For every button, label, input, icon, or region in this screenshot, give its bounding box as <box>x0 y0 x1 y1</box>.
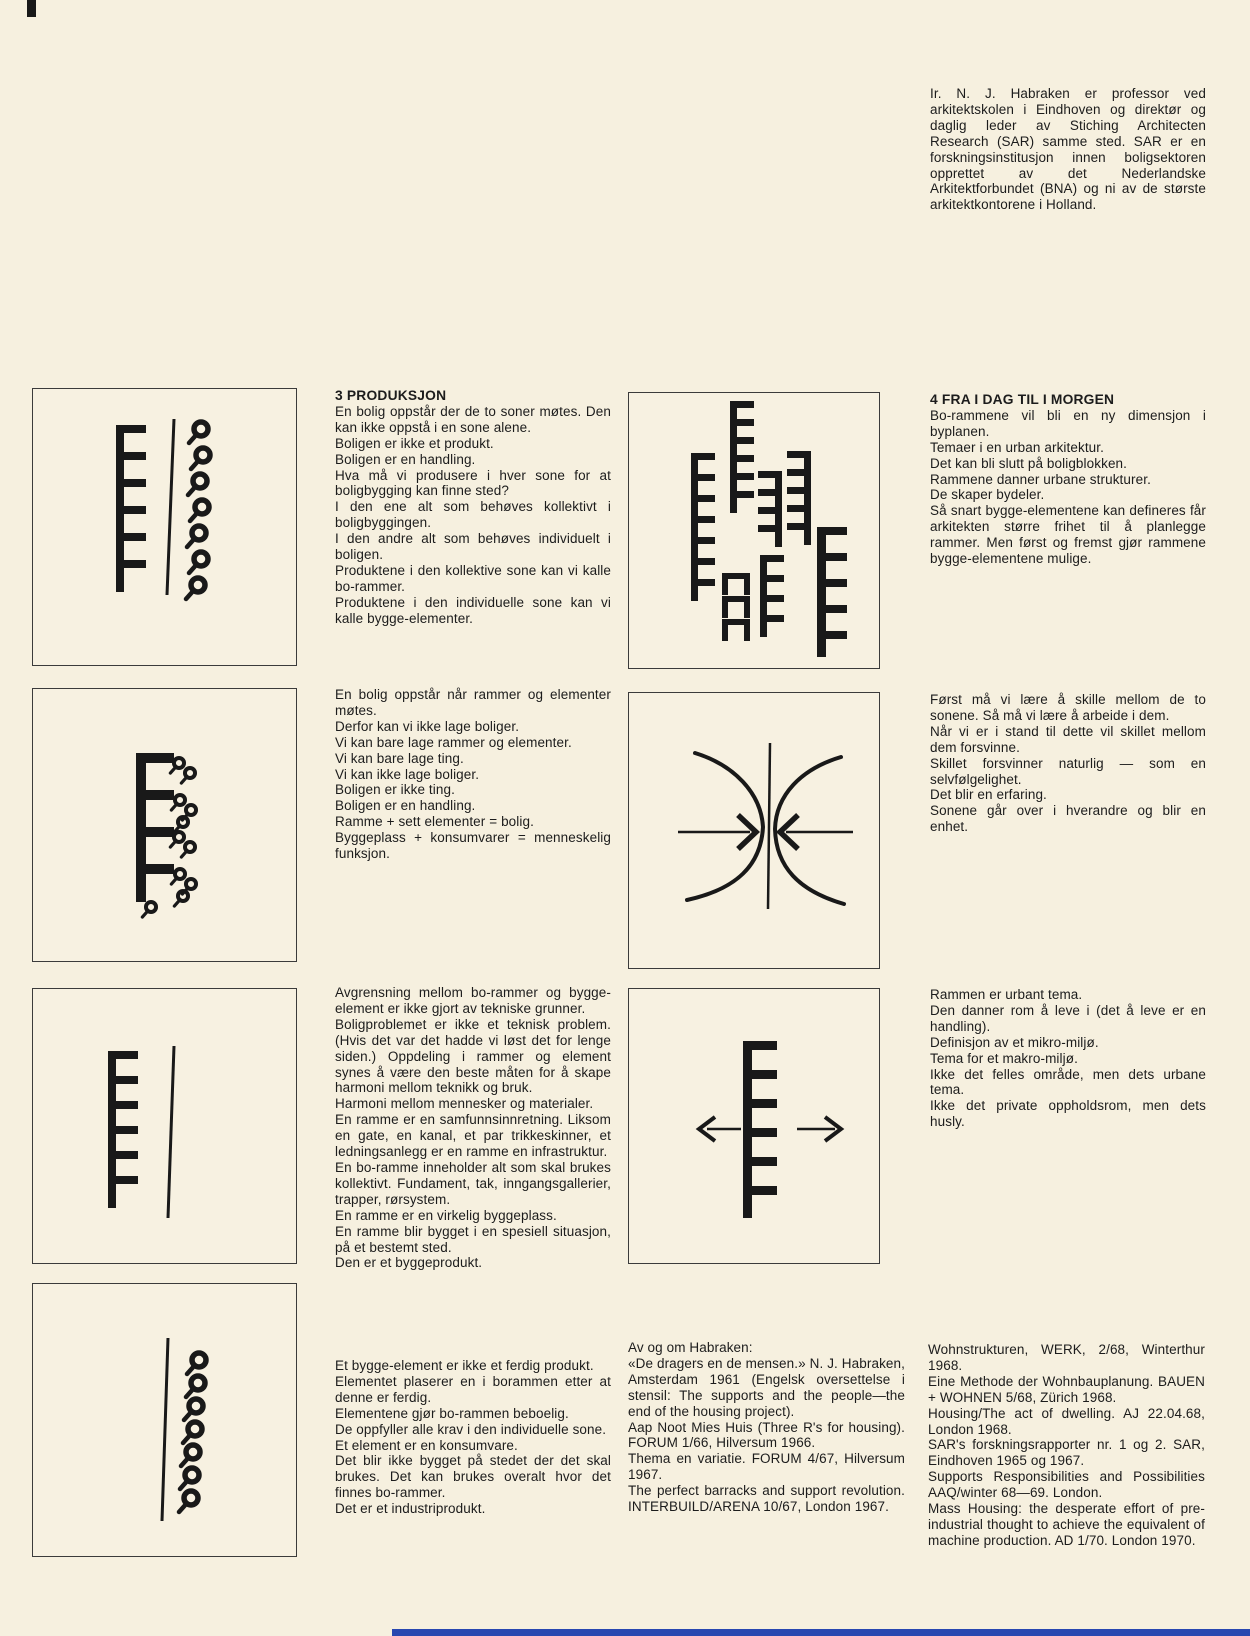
paragraph: En bolig oppstår der de to soner møtes. Den kan ikke oppstå i en sone alene. <box>335 403 611 435</box>
paragraph: Elementet plaserer en i borammen etter at denne er ferdig. <box>335 1373 611 1405</box>
bibliography-item: Aap Noot Mies Huis (Three R's for housing). FORUM 1/66, Hilversum 1966. <box>628 1419 905 1451</box>
paragraph: De skaper bydeler. <box>930 487 1045 503</box>
paragraph: I den andre alt som behøves individuelt i boligen. <box>335 531 611 563</box>
paragraph: Produktene i den kollektive sone kan vi kalle bo-rammer. <box>335 562 611 594</box>
divider-and-elements-figure <box>33 1284 296 1556</box>
paragraph: Skillet forsvinner naturlig — som en selvfølgelighet. <box>930 755 1206 787</box>
bibliography-item: SAR's forskningsrapporter nr. 1 og 2. SAR, Eindhoven 1965 og 1967. <box>928 1437 1205 1469</box>
bibliography-item: Eine Methode der Wohnbauplanung. BAUEN + WOHNEN 5/68, Zürich 1968. <box>928 1373 1205 1405</box>
paragraph: Hva må vi produsere i hver sone for at boligbygging kan finne sted? <box>335 467 611 499</box>
paragraph: En ramme blir bygget i en spesiell situasjon, på et bestemt sted. <box>335 1223 611 1255</box>
paragraph-list <box>335 687 611 862</box>
bibliography-item: The perfect barracks and support revolution. INTERBUILD/ARENA 10/67, London 1967. <box>628 1483 905 1515</box>
figure-box-5 <box>628 392 880 669</box>
bibliography-item: Thema en variatie. FORUM 4/67, Hilversum 1967. <box>628 1451 905 1483</box>
section-3-block-3 <box>335 985 611 1271</box>
frames-with-elements-figure <box>33 689 296 961</box>
paragraph: Rammene danner urbane strukturer. <box>930 471 1151 487</box>
paragraph: Når vi er i stand til dette vil skillet mellom dem forsvinne. <box>930 723 1206 755</box>
paragraph: Derfor kan vi ikke lage boliger. <box>335 718 520 734</box>
section-4-block-2 <box>930 692 1206 835</box>
paragraph: Den er et byggeprodukt. <box>335 1255 483 1271</box>
bibliography-item: «De dragers en de mensen.» N. J. Habraken, Amsterdam 1961 (Engelsk oversettelse i stensil: The supports and the people—the end of the housing project). <box>628 1355 905 1419</box>
figure-box-7 <box>628 988 880 1264</box>
paragraph: Boligen er en handling. <box>335 451 476 467</box>
paragraph-list <box>335 1358 611 1517</box>
intro-paragraph: Ir. N. J. Habraken er professor ved arkitektskolen i Eindhoven og direktør og daglig leder av Stiching Architecten Research (SAR) samme sted. SAR er en forskningsinstitusjon innen boligsektoren opprettet av det Nederlandske Arkitektforbundet (BNA) og ni av de største arkitektkontorene i Holland. <box>930 86 1206 213</box>
intro-block <box>930 86 1206 213</box>
paragraph: Et bygge-element er ikke et ferdig produkt. <box>335 1358 594 1373</box>
bibliography-right-column <box>928 1342 1205 1549</box>
bibliography-left-column <box>628 1340 905 1515</box>
paragraph: Byggeplass + konsumvarer = menneskelig funksjon. <box>335 830 611 862</box>
bibliography-item: Housing/The act of dwelling. AJ 22.04.68, London 1968. <box>928 1405 1205 1437</box>
paragraph: De oppfyller alle krav i den individuelle sone. <box>335 1421 607 1437</box>
paragraph: Ikke det private oppholdsrom, men dets husly. <box>930 1098 1206 1130</box>
paragraph: Avgrensning mellom bo-rammer og bygge-element er ikke gjort av tekniske grunner. <box>335 985 611 1016</box>
section-4-heading: 4 FRA I DAG TIL I MORGEN <box>930 392 1115 407</box>
print-registration-mark <box>27 0 36 17</box>
figure-box-2 <box>32 688 297 962</box>
frames-divider-elements-figure <box>33 389 296 665</box>
paragraph: Så snart bygge-elementene kan defineres får arkitekten større frihet til å planlegge rammer. Men først og fremst gjør rammene bygge-elementene mulige. <box>930 503 1206 567</box>
paragraph: Boligen er ikke ting. <box>335 782 455 798</box>
paragraph: Definisjon av et mikro-miljø. <box>930 1034 1099 1050</box>
paragraph: Tema for et makro-miljø. <box>930 1050 1078 1066</box>
paragraph: Produktene i den individuelle sone kan vi kalle bygge-elementer. <box>335 594 611 626</box>
paragraph-list <box>930 692 1206 835</box>
paragraph: Temaer i en urban arkitektur. <box>930 439 1104 455</box>
frames-and-divider-figure <box>33 989 296 1263</box>
bibliography-item: Supports Responsibilities and Possibilities AAQ/winter 68—69. London. <box>928 1469 1205 1501</box>
paragraph: En bolig oppstår når rammer og elementer møtes. <box>335 687 611 718</box>
paragraph-list <box>335 985 611 1271</box>
paragraph: En ramme er en samfunnsinnretning. Liksom en gate, en kanal, et par trikkeskinner, et ledningsanlegg er en ramme en infrastruktur. <box>335 1112 611 1160</box>
paragraph: Boligproblemet er ikke et teknisk problem. (Hvis det var det hadde vi løst det for lenge siden.) Oppdeling i rammer og element synes å være den beste måten for å skape harmoni mellom teknikk og bruk. <box>335 1016 611 1096</box>
paragraph-list <box>930 987 1206 1130</box>
section-4-block-3 <box>930 987 1206 1130</box>
paragraph: Elementene gjør bo-rammen beboelig. <box>335 1405 569 1421</box>
paragraph: Det blir ikke bygget på stedet der det skal brukes. Det kan brukes overalt hvor det finnes bo-rammer. <box>335 1453 611 1501</box>
paragraph: En ramme er en virkelig byggeplass. <box>335 1207 557 1223</box>
paragraph: Først må vi lære å skille mellom de to sonene. Så må vi lære å arbeide i dem. <box>930 692 1206 723</box>
bibliography-item: Wohnstrukturen, WERK, 2/68, Winterthur 1968. <box>928 1342 1205 1373</box>
bibliography-list <box>928 1342 1205 1549</box>
paragraph: Rammen er urbant tema. <box>930 987 1083 1002</box>
paragraph: Ramme + sett elementer = bolig. <box>335 814 534 830</box>
paragraph: Et element er en konsumvare. <box>335 1437 518 1453</box>
section-3-heading: 3 PRODUKSJON <box>335 388 447 403</box>
bibliography-heading: Av og om Habraken: <box>628 1340 753 1355</box>
zones-converging-arrows-figure <box>629 693 879 968</box>
paragraph: Ikke det felles område, men dets urbane tema. <box>930 1066 1206 1098</box>
section-3-block-2 <box>335 687 611 862</box>
paragraph: Det blir en erfaring. <box>930 787 1047 803</box>
figure-box-3 <box>32 988 297 1264</box>
section-3-block-1 <box>335 388 611 627</box>
paragraph: Vi kan bare lage ting. <box>335 750 464 766</box>
paragraph-list <box>930 408 1206 567</box>
figure-box-1 <box>32 388 297 666</box>
paragraph: En bo-ramme inneholder alt som skal brukes kollektivt. Fundament, tak, inngangsgallerier, trapper, rørsystem. <box>335 1159 611 1207</box>
paragraph: Boligen er ikke et produkt. <box>335 435 494 451</box>
paragraph: Bo-rammene vil bli en ny dimensjon i byplanen. <box>930 407 1206 439</box>
frame-outward-arrows-figure <box>629 989 879 1263</box>
paragraph-list <box>335 404 611 627</box>
paragraph: Det er et industriprodukt. <box>335 1501 486 1517</box>
paragraph: Sonene går over i hverandre og blir en enhet. <box>930 803 1206 835</box>
paragraph: Vi kan bare lage rammer og elementer. <box>335 734 572 750</box>
bibliography-item: Mass Housing: the desperate effort of pre-industrial thought to achieve the equivalent of machine production. AD 1/70. London 1970. <box>928 1501 1205 1548</box>
paragraph: Det kan bli slutt på boligblokken. <box>930 455 1128 471</box>
bibliography-list <box>628 1356 905 1515</box>
paragraph: Den danner rom å leve i (det å leve er en handling). <box>930 1002 1206 1034</box>
page-edge-accent-bar <box>392 1629 1250 1636</box>
figure-box-6 <box>628 692 880 969</box>
paragraph: Boligen er en handling. <box>335 798 476 814</box>
figure-box-4 <box>32 1283 297 1557</box>
section-3-block-4 <box>335 1358 611 1517</box>
paragraph: Harmoni mellom mennesker og materialer. <box>335 1096 594 1112</box>
section-4-block-1 <box>930 392 1206 567</box>
paragraph: I den ene alt som behøves kollektivt i boligbyggingen. <box>335 499 611 531</box>
urban-frame-structures-figure <box>629 393 879 668</box>
paragraph: Vi kan ikke lage boliger. <box>335 766 480 782</box>
